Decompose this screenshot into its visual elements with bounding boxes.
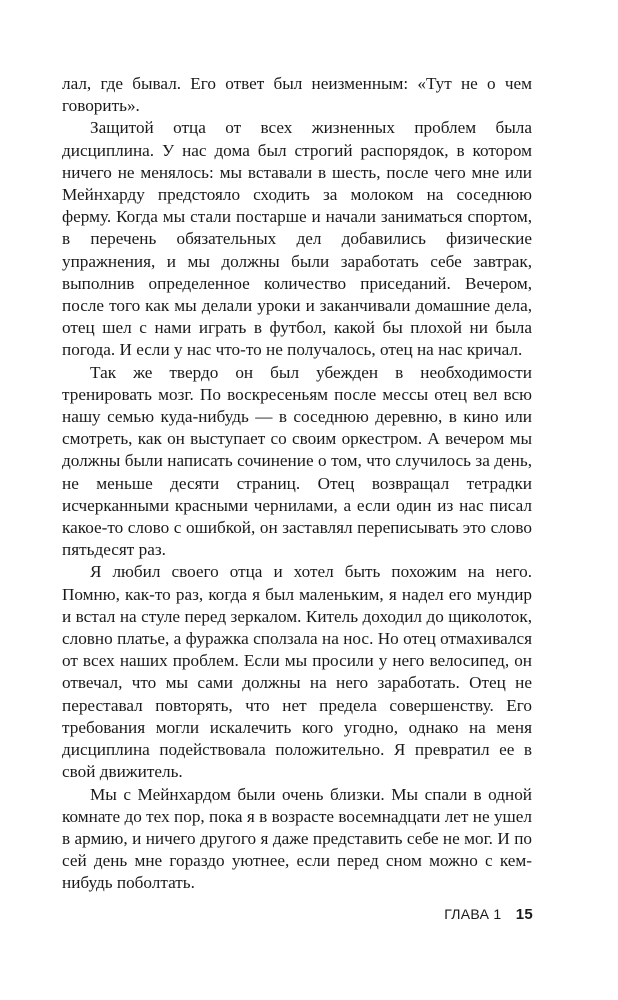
chapter-label: ГЛАВА 1 xyxy=(444,906,502,922)
paragraph-meinhard: Мы с Мейнхардом были очень близки. Мы спали в одной комнате до тех пор, пока я в возрасте восемнадцати лет не ушел в армию, и ничего другого я даже представить себе не мог. И по сей день мне гораздо уютнее, если перед сном можно с кем-нибудь поболтать. xyxy=(62,784,532,893)
paragraph-father: Я любил своего отца и хотел быть похожим на него. Помню, как-то раз, когда я был маленьким, я надел его мундир и встал на стуле перед зеркалом. Китель доходил до щиколоток, словно платье, а фуражка сползала на нос. Но отец отмахивался от всех наших проблем. Если мы просили у него велосипед, он отвечал, что мы сами должны на него заработать. Отец не переставал повторять, что нет предела совершенству. Его требования могли искалечить кого угодно, однако на меня дисциплина подействовала положительно. Я превратил ее в свой движитель. xyxy=(62,562,532,782)
body-text xyxy=(62,73,532,895)
paragraph-continuation: лал, где бывал. Его ответ был неизменным: «Тут не о чем говорить». xyxy=(62,74,532,116)
running-footer xyxy=(444,906,533,923)
page-number: 15 xyxy=(515,906,533,923)
paragraph-brain-training: Так же твердо он был убежден в необходимости тренировать мозг. По воскресеньям после мессы отец вел всю нашу семью куда-нибудь — в соседнюю деревню, в кино или смотреть, как он выступает со своим оркестром. А вечером мы должны были написать сочинение о том, что случилось за день, не меньше десяти страниц. Отец возвращал тетрадки исчерканными красными чернилами, а если один из нас писал какое-то слово с ошибкой, он заставлял переписывать это слово пятьдесят раз. xyxy=(62,362,532,560)
paragraph-discipline: Защитой отца от всех жизненных проблем была дисциплина. У нас дома был строгий распорядок, в котором ничего не менялось: мы вставали в шесть, после чего мне или Мейнхарду предстояло сходить за молоком на соседнюю ферму. Когда мы стали постарше и начали заниматься спортом, в перечень обязательных дел добавились физические упражнения, и мы должны были заработать себе завтрак, выполнив определенное количество приседаний. Вечером, после того как мы делали уроки и заканчивали домашние дела, отец шел с нами играть в футбол, какой бы плохой ни была погода. И если у нас что-то не получалось, отец на нас кричал. xyxy=(62,118,532,360)
